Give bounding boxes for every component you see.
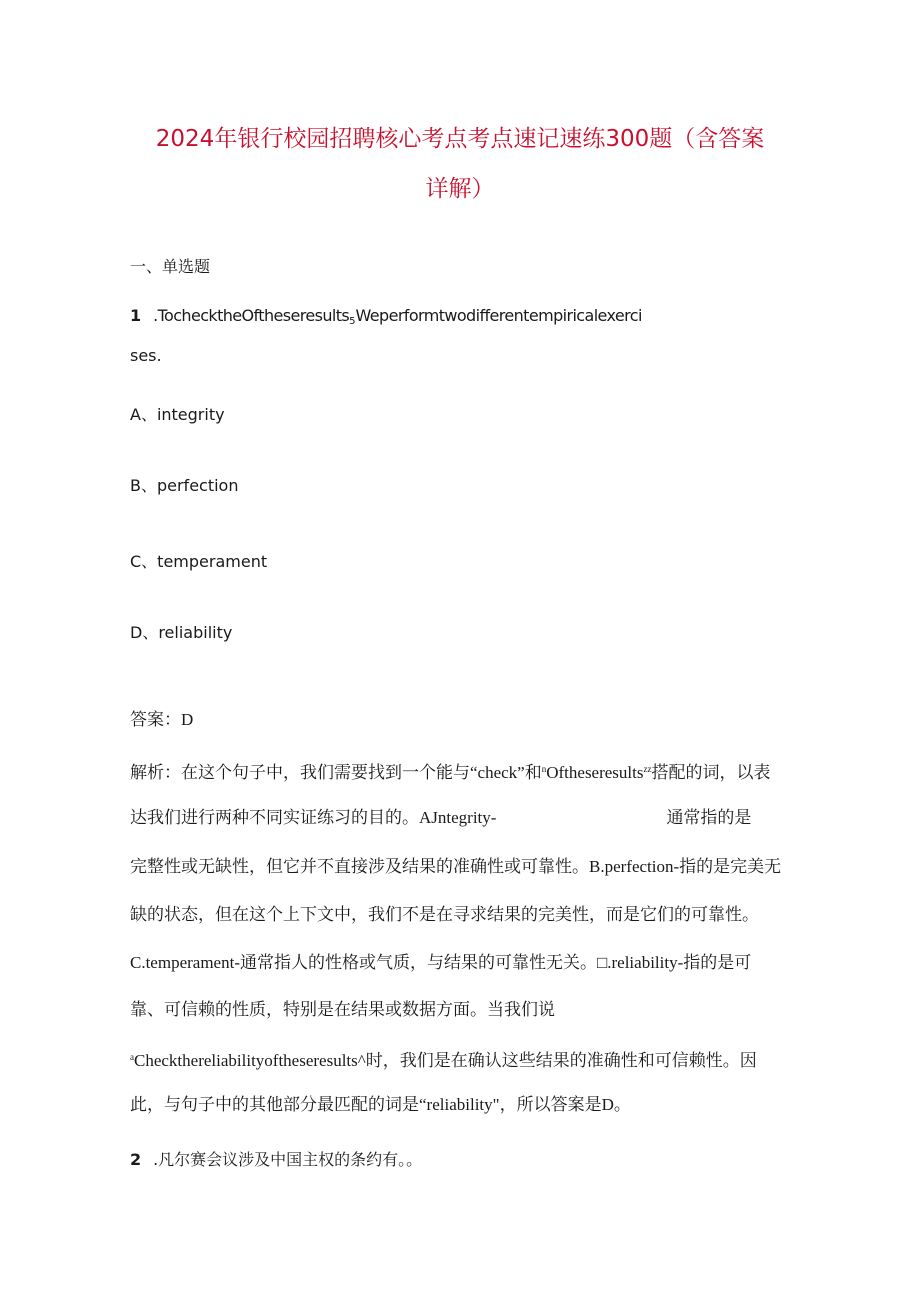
question-1-stem	[130, 304, 642, 334]
document-title-line-1: 2024年银行校园招聘核心考点考点速记速练300题（含答案	[155, 126, 765, 152]
explanation-line-2-part-a: 达我们进行两种不同实证练习的目的。AJntegrity-	[130, 808, 497, 827]
explanation-line-1-sup: n	[541, 764, 547, 774]
explanation-line-7	[130, 1045, 757, 1073]
explanation-line-2-part-b: 通常指的是	[666, 808, 752, 827]
question-1-answer: 答案：D	[130, 710, 194, 729]
explanation-line-1-part-a: 解析：在这个句子中，我们需要找到一个能与“check”和	[130, 763, 542, 782]
explanation-line-1-sup-2: zz	[643, 764, 652, 774]
question-1-stem-line-2: ses.	[130, 346, 162, 365]
explanation-line-6: 靠、可信赖的性质，特别是在结果或数据方面。当我们说	[130, 1000, 555, 1019]
explanation-line-5: C.temperament-通常指人的性格或气质，与结果的可靠性无关。□.reliability-指的是可	[130, 953, 752, 972]
question-1-option-a: A、integrity	[130, 405, 225, 424]
question-1-option-d: D、reliability	[130, 623, 233, 642]
explanation-line-1	[130, 757, 771, 785]
question-2-stem	[130, 1148, 422, 1172]
question-1-option-c: C、temperament	[130, 552, 268, 571]
explanation-line-4: 缺的状态，但在这个上下文中，我们不是在寻求结果的完美性，而是它们的可靠性。	[130, 905, 759, 924]
question-2-number: 2	[130, 1150, 142, 1169]
question-1-option-b: B、perfection	[130, 476, 239, 495]
question-2-stem-text: .凡尔赛会议涉及中国主权的条约有。。	[153, 1150, 423, 1169]
explanation-line-3: 完整性或无缺性，但它并不直接涉及结果的准确性或可靠性。B.perfection-指的是完美无	[130, 857, 782, 876]
explanation-line-1-part-b: Oftheseresults	[546, 763, 644, 782]
explanation-line-7-sup: a	[130, 1052, 134, 1062]
question-1-stem-subscript: 5	[349, 316, 356, 327]
explanation-line-7-text: Checkthereliabilityoftheseresults^时，我们是在确认这些结果的准确性和可信赖性。因	[134, 1051, 757, 1070]
explanation-line-1-part-c: 搭配的词，以表	[651, 763, 771, 782]
section-heading: 一、单选题	[130, 257, 211, 276]
question-1-stem-part-1: .TochecktheOftheseresults	[153, 306, 350, 325]
document-title-line-2: 详解）	[425, 176, 495, 202]
explanation-line-8: 此，与句子中的其他部分最匹配的词是“reliability"，所以答案是D。	[130, 1095, 631, 1114]
explanation-line-2	[130, 806, 751, 830]
question-1-number: 1	[130, 306, 142, 325]
question-1-stem-part-2: Weperformtwodifferentempiricalexerci	[355, 306, 642, 325]
